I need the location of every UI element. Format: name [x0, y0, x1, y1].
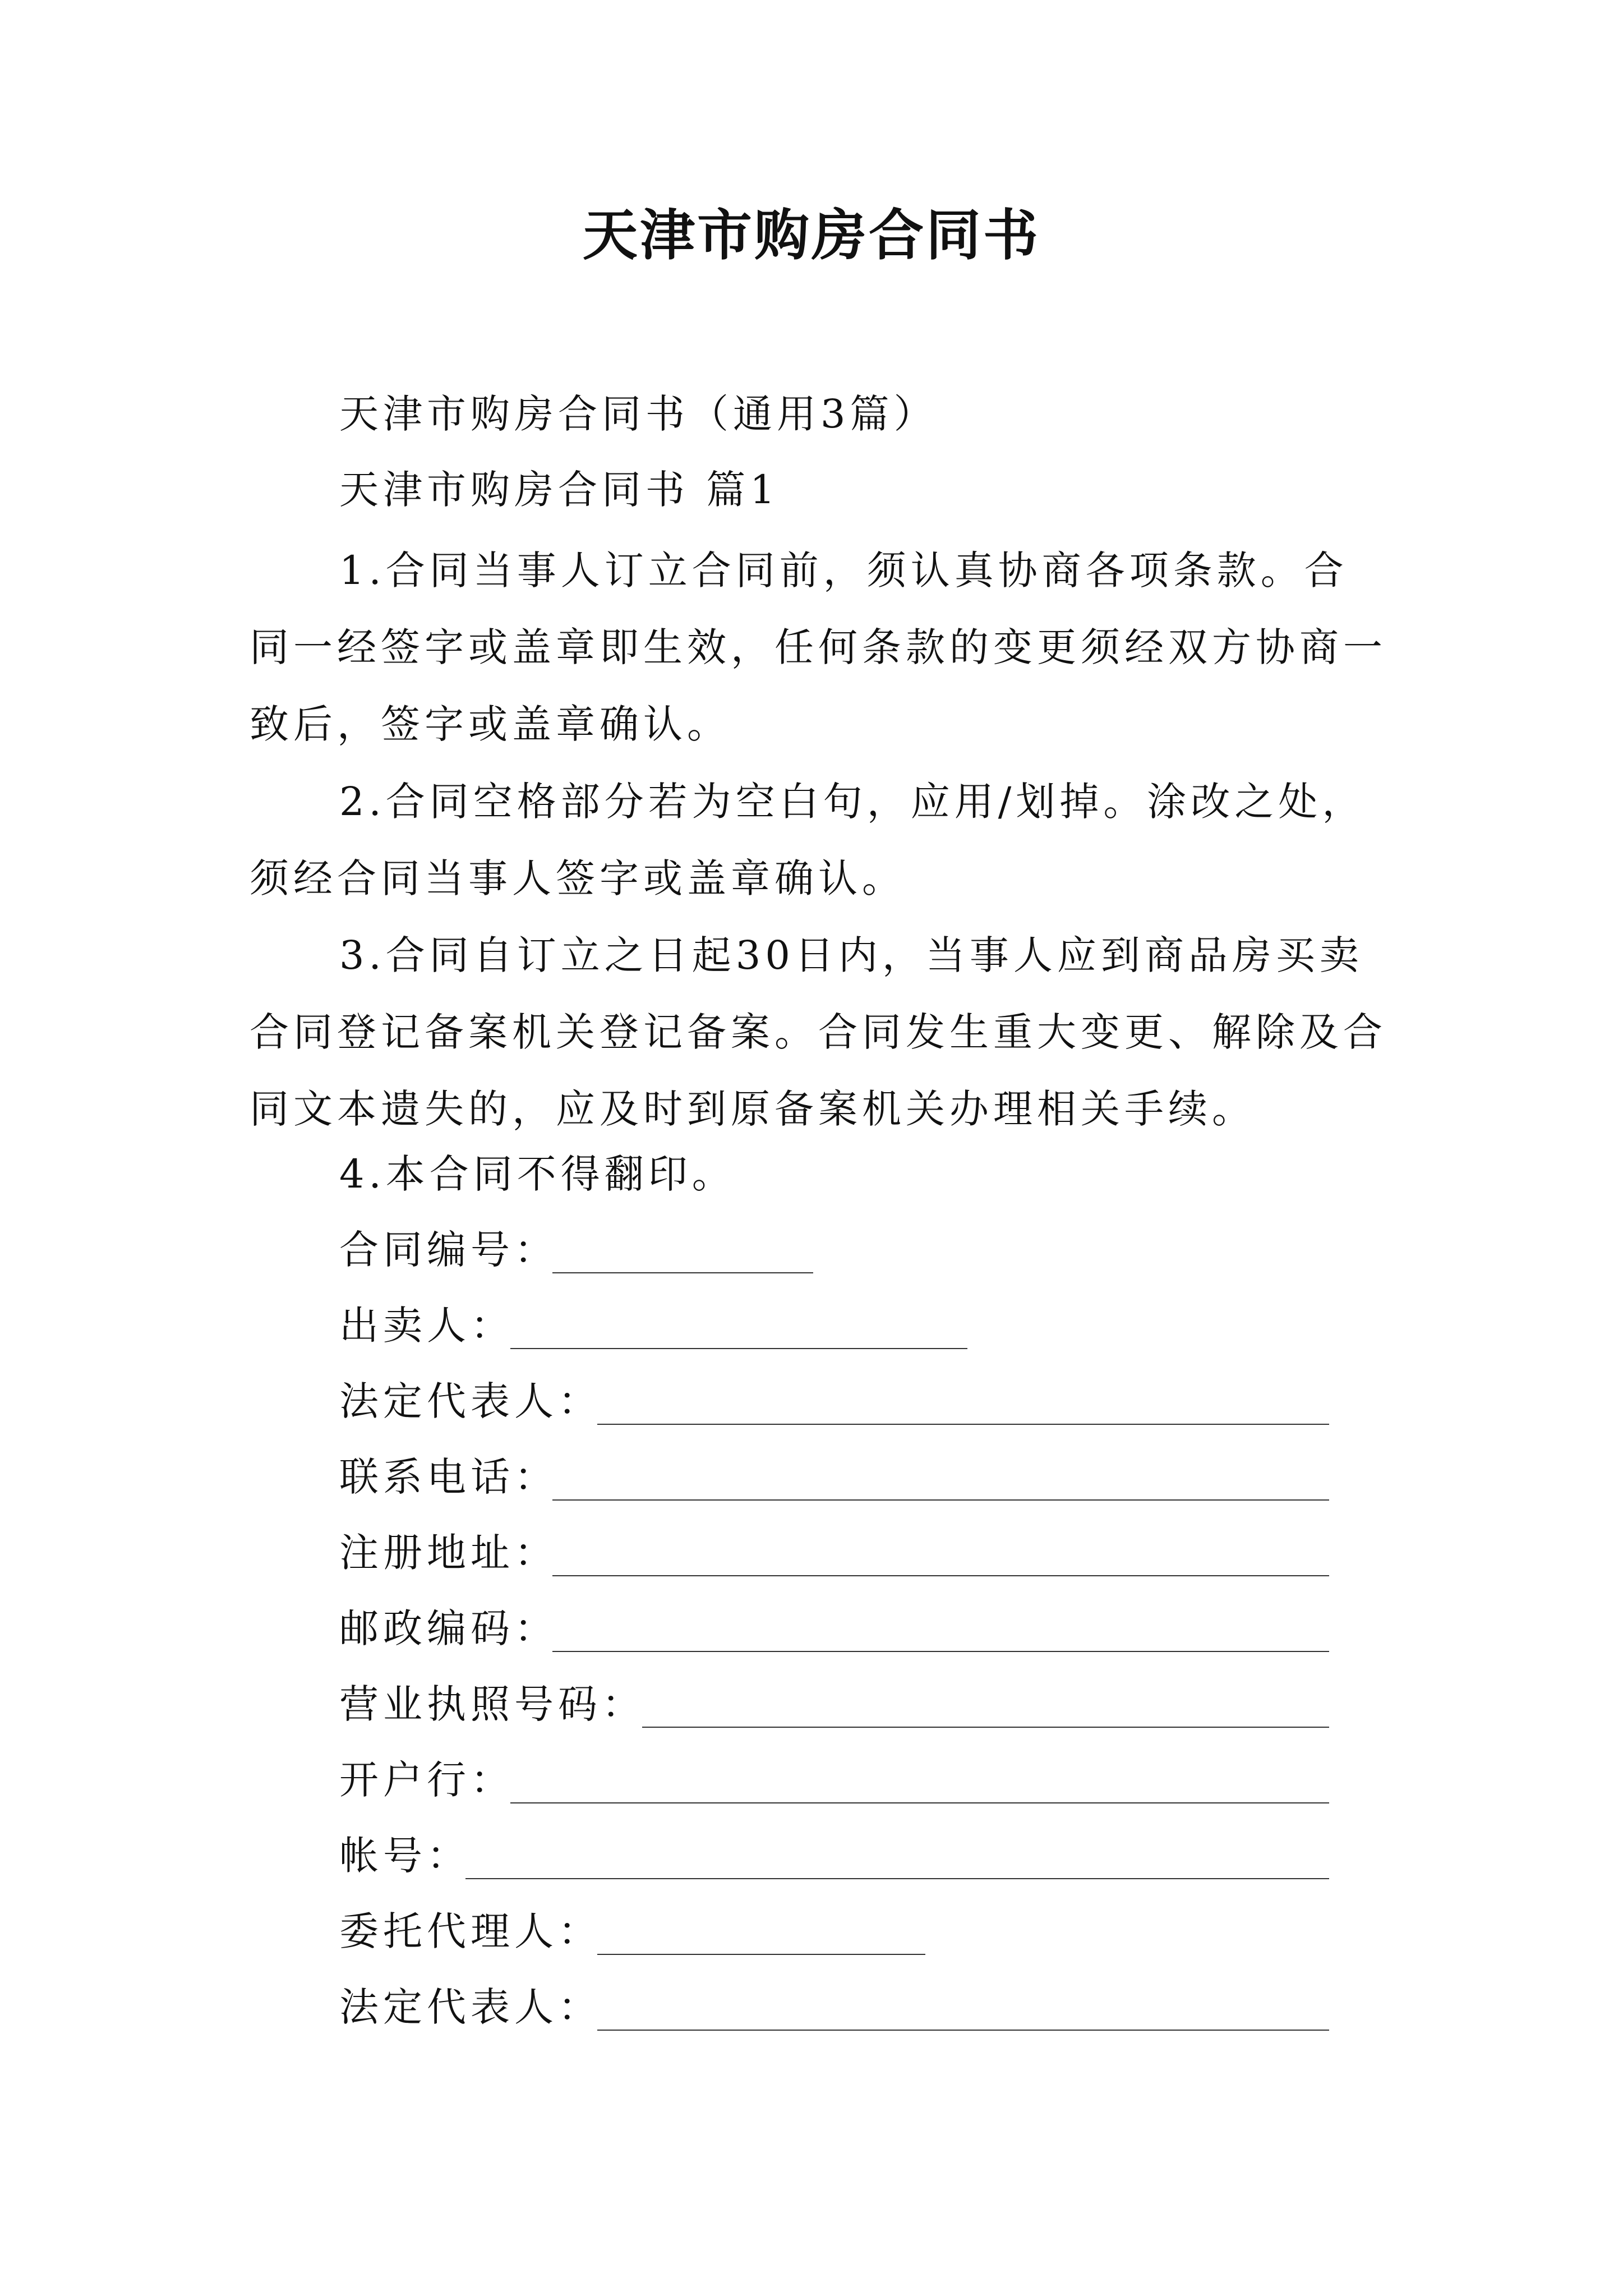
paragraph-4: 4.本合同不得翻印。	[339, 1151, 736, 1197]
field-label-account: 帐号：	[339, 1833, 471, 1879]
paragraph-3	[250, 917, 1388, 1148]
field-label-legal-representative: 法定代表人：	[339, 1378, 602, 1424]
field-label-phone: 联系电话：	[339, 1454, 558, 1500]
field-blank-postal-code[interactable]	[552, 1651, 1329, 1652]
field-label-legal-representative-2: 法定代表人：	[339, 1984, 602, 2030]
field-label-seller: 出卖人：	[339, 1303, 514, 1349]
field-label-contract-number: 合同编号：	[339, 1227, 558, 1273]
field-blank-contract-number[interactable]	[552, 1272, 813, 1273]
field-label-postal-code: 邮政编码：	[339, 1605, 558, 1651]
field-blank-account[interactable]	[465, 1878, 1329, 1879]
field-label-bank: 开户行：	[339, 1757, 514, 1803]
field-blank-business-license[interactable]	[642, 1727, 1329, 1728]
field-blank-seller[interactable]	[510, 1348, 967, 1349]
paragraph-1-text: 1.合同当事人订立合同前，须认真协商各项条款。合同一经签字或盖章即生效，任何条款的变更须经双方协商一致后，签字或盖章确认。	[250, 547, 1387, 747]
document-title: 天津市购房合同书	[582, 203, 1040, 268]
field-blank-bank[interactable]	[510, 1802, 1329, 1803]
field-label-business-license: 营业执照号码：	[339, 1681, 645, 1727]
field-blank-legal-representative-2[interactable]	[597, 2030, 1329, 2031]
field-blank-legal-representative[interactable]	[597, 1424, 1329, 1425]
paragraph-2-text: 2.合同空格部分若为空白句，应用/划掉。涂改之处，须经合同当事人签字或盖章确认。	[250, 779, 1366, 901]
field-label-registered-address: 注册地址：	[339, 1530, 558, 1576]
field-blank-agent[interactable]	[597, 1954, 925, 1955]
field-blank-phone[interactable]	[552, 1499, 1329, 1501]
field-label-agent: 委托代理人：	[339, 1908, 602, 1954]
field-blank-registered-address[interactable]	[552, 1575, 1329, 1576]
paragraph-2	[250, 763, 1388, 917]
paragraph-3-text: 3.合同自订立之日起30日内，当事人应到商品房买卖合同登记备案机关登记备案。合同发生重大变更、解除及合同文本遗失的，应及时到原备案机关办理相关手续。	[250, 932, 1387, 1132]
section-heading: 天津市购房合同书 篇1	[339, 467, 780, 513]
document-subtitle: 天津市购房合同书（通用3篇）	[339, 391, 938, 437]
paragraph-1	[250, 532, 1388, 763]
